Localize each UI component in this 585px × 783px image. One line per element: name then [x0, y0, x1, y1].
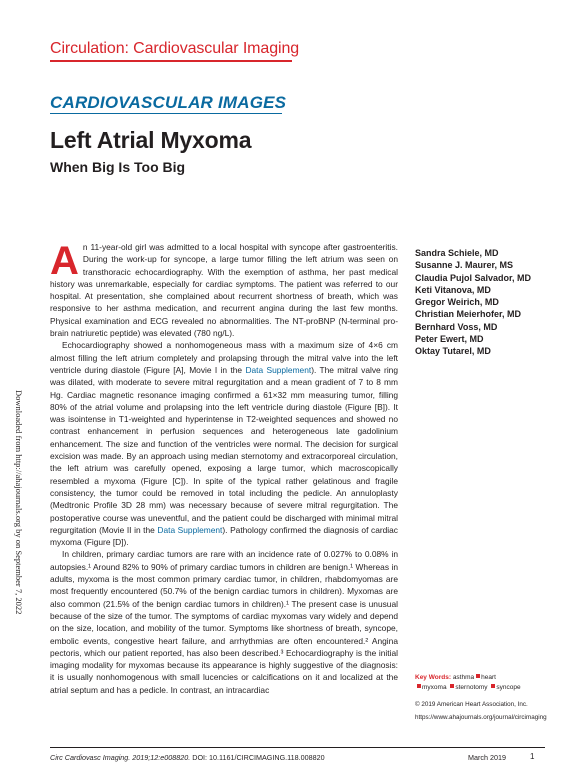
author-list: [415, 247, 545, 358]
keyword[interactable]: asthma: [452, 674, 475, 681]
article-body: [50, 241, 398, 696]
bullet-square-icon: [491, 684, 495, 688]
author-name: Claudia Pujol Salvador, MD: [415, 272, 532, 283]
author-name: Christian Meierhofer, MD: [415, 309, 522, 320]
author-name: Bernhard Voss, MD: [415, 321, 498, 332]
bullet-square-icon: [450, 684, 454, 688]
key-words-label: Key Words:: [415, 674, 451, 681]
author-name: Keti Vitanova, MD: [415, 284, 491, 295]
key-words: [415, 673, 555, 692]
bullet-square-icon: [417, 684, 421, 688]
author-name: Sandra Schiele, MD: [415, 248, 499, 258]
footer-citation: Circ Cardiovasc Imaging. 2019;12:e008820. DOI: 10.1161/CIRCIMAGING.118.008820: [50, 753, 325, 762]
author-name: Susanne J. Maurer, MS: [415, 260, 514, 271]
paragraph-3: In children, primary cardiac tumors are rare with an incidence rate of 0.027% to 0.08% in autopsies.¹ Around 82% to 90% of primary cardiac tumors in children are benign.¹ Whereas in adults, myxoma is the most common primary cardiac tumor, in children, rhabdomyomas are most frequently encountered (50.7% of the benign cardiac tumors in children). Myxomas are also common (21.5% of the benign cardiac tumors in children).¹ The present case is unusual because of the size of the tumor. The symptoms of cardiac myxomas vary widely and depend on the size, location, and mobility of the tumor. Symptoms like shortness of breath, syncope, embolic events, congestive heart failure, and arrhythmias are often encountered.² Angina pectoris, which our patient reported, has also been described.³ Echocardiography is the initial imaging modality for myxomas because its appearance is highly suggestive of the diagnosis: it is usually nonhomogenous with small lucencies or calcifications on it and localized at the atrial septum and has a pedicle. In contrast, an intracardiac: [50, 549, 398, 695]
author-name: Oktay Tutarel, MD: [415, 346, 491, 357]
author-name: Peter Ewert, MD: [415, 334, 484, 345]
keyword[interactable]: myxoma: [422, 683, 447, 691]
data-supplement-link[interactable]: Data Supplement: [157, 524, 223, 535]
keyword[interactable]: syncope: [496, 683, 521, 691]
bullet-square-icon: [476, 674, 480, 678]
footer-rule: [50, 747, 545, 748]
drop-cap: A: [50, 239, 79, 283]
paragraph-2: Echocardiography showed a nonhomogeneous mass with a maximum size of 4×6 cm almost filling the left atrium completely and prolapsing through the mitral valve into the left ventricle during diastole (Figure [A], Movie I in the Data Supplement). The mitral valve ring was dilated, with moderate to severe mitral regurgitation and a mean gradient of 7 to 8 mm Hg. Cardiac magnetic resonance imaging confirmed a 61×32 mm measuring tumor, filling 80% of the atrial volume and prolapsing into the left ventricle during diastole (Figure [B]). It was isointense in T1-weighted and hyperintense in T2-weighted sequences and showed no contrast enhancement in perfusion sequences and heterogeneous late gadolinium enhancement. The size and function of the ventricles were normal. The decision for surgical excision was made. By an approach using median sternotomy and extracorporeal circulation, the left atrium was carefully opened, exposing a large tumor, which macroscopically resembled a myxoma (Figure [C]). In spite of the typical rather gelatinous and fragile consistency, the tumor could be removed in total including the pedicle. An annuloplasty (Medtronic Profile 3D 28 mm) was necessary because of severe mitral regurgitation. The postoperative course was uneventful, and the patient could be discharged with minimal mitral regurgitation (Movie II in the Data Supplement). Pathology confirmed the diagnosis of cardiac myxoma (Figure [D]).: [50, 340, 399, 548]
section-rule: [50, 113, 282, 114]
section-label: CARDIOVASCULAR IMAGES: [50, 93, 287, 112]
data-supplement-link[interactable]: Data Supplement: [245, 364, 312, 375]
doi-text: DOI: 10.1161/CIRCIMAGING.118.008820: [192, 753, 325, 762]
journal-name: Circulation: Cardiovascular Imaging: [50, 40, 300, 57]
copyright-notice: © 2019 American Heart Association, Inc.: [415, 701, 528, 708]
author-name: Gregor Weirich, MD: [415, 297, 499, 308]
article-subtitle: When Big Is Too Big: [50, 159, 186, 175]
download-side-note: Downloaded from http://ahajournals.org by on September 7, 2022: [14, 390, 24, 615]
footer-date: March 2019: [468, 753, 506, 762]
paragraph-1: An 11-year-old girl was admitted to a local hospital with syncope after gastroenteritis. During the work-up for syncope, a large tumor filling the left atrium was seen on transthoracic echocardiography. With the exemption of asthma, her past medical history was unremarkable, especially for cardiac symptoms. The patient was referred to our hospital. At presentation, she complained about recurrent shortness of breath, which was responsive to her asthma medication, and recurrent angina during the last few months. Physical examination and ECG revealed no abnormalities. The NT-proBNP (N-terminal pro-brain natriuretic peptide) was elevated (780 ng/L).: [50, 239, 398, 339]
keyword[interactable]: heart: [481, 674, 496, 681]
article-title: Left Atrial Myxoma: [50, 127, 252, 153]
page-number: 1: [530, 752, 535, 761]
journal-rule: [50, 60, 292, 62]
journal-url-link[interactable]: https://www.ahajournals.org/journal/circimaging: [415, 714, 547, 721]
keyword[interactable]: sternotomy: [455, 683, 488, 691]
